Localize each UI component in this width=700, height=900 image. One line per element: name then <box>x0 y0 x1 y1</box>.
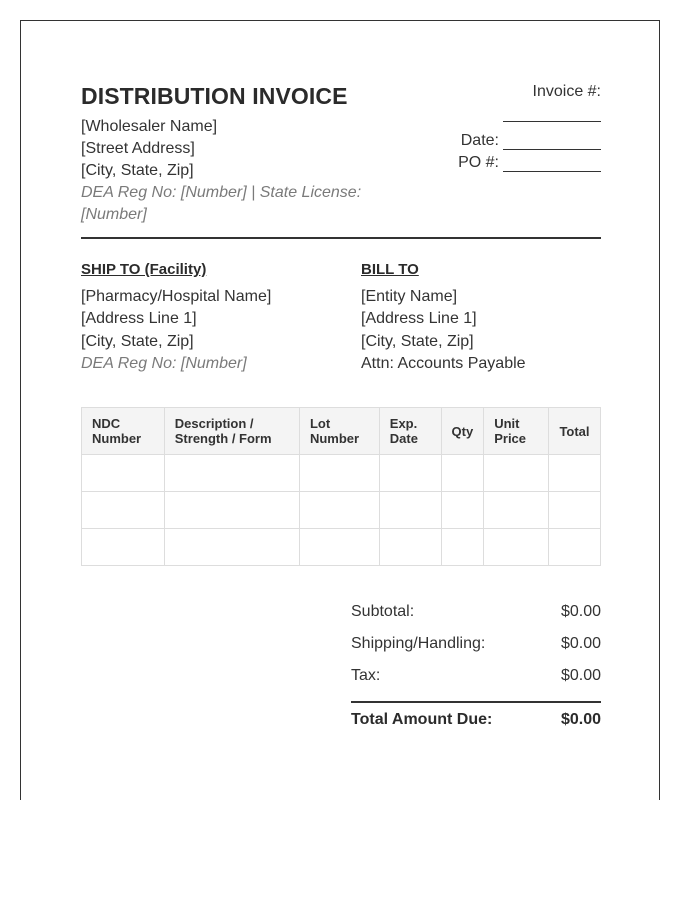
ship-to-heading: SHIP TO (Facility) <box>81 261 207 278</box>
shipping-row <box>351 633 601 665</box>
wholesaler-address-block <box>81 116 391 226</box>
col-header-exp <box>379 408 441 455</box>
table-cell[interactable] <box>299 455 379 492</box>
total-due-label: Total Amount Due: <box>351 711 493 728</box>
table-cell[interactable] <box>164 529 299 566</box>
col-header-lot <box>299 408 379 455</box>
col-header-ndc-line2: Number <box>92 431 142 446</box>
wholesaler-name: [Wholesaler Name] <box>81 118 218 135</box>
table-cell[interactable] <box>379 455 441 492</box>
table-cell[interactable] <box>484 455 549 492</box>
col-header-total: Total <box>548 408 600 455</box>
col-header-ndc <box>82 408 165 455</box>
table-cell[interactable] <box>82 455 165 492</box>
col-header-unit-price-line1: Unit <box>494 416 520 431</box>
table-row <box>82 455 601 492</box>
table-row <box>82 529 601 566</box>
invoice-title: DISTRIBUTION INVOICE <box>81 83 348 109</box>
table-cell[interactable] <box>299 492 379 529</box>
col-header-unit-price <box>484 408 549 455</box>
shipping-label: Shipping/Handling: <box>351 635 486 652</box>
col-header-description <box>164 408 299 455</box>
subtotal-label: Subtotal: <box>351 603 415 620</box>
table-cell[interactable] <box>379 492 441 529</box>
table-cell[interactable] <box>441 455 484 492</box>
wholesaler-city: [City, State, Zip] <box>81 162 194 179</box>
ship-to-block <box>81 259 351 376</box>
totals-divider <box>351 701 601 703</box>
table-cell[interactable] <box>548 529 600 566</box>
header-divider <box>81 237 601 239</box>
invoice-meta-block <box>458 81 601 172</box>
totals-block <box>351 601 601 741</box>
table-cell[interactable] <box>441 529 484 566</box>
col-header-description-line1: Description / <box>174 416 254 431</box>
tax-label: Tax: <box>351 667 381 684</box>
table-header-row <box>82 408 601 455</box>
invoice-number-row <box>458 81 601 103</box>
subtotal-value: $0.00 <box>560 603 601 620</box>
col-header-lot-line1: Lot <box>309 416 331 431</box>
line-items-table <box>81 407 601 566</box>
po-number-row <box>458 150 601 172</box>
col-header-qty: Qty <box>441 408 484 455</box>
bill-to-city: [City, State, Zip] <box>361 332 474 350</box>
invoice-date-row <box>458 128 601 150</box>
ship-to-dea: DEA Reg No: [Number] <box>81 355 247 372</box>
tax-value: $0.00 <box>560 667 601 684</box>
col-header-ndc-line1: NDC <box>92 416 121 431</box>
table-cell[interactable] <box>82 529 165 566</box>
invoice-date-label: Date: <box>460 132 499 149</box>
table-cell[interactable] <box>484 529 549 566</box>
col-header-lot-line2: Number <box>309 431 360 446</box>
table-cell[interactable] <box>164 492 299 529</box>
invoice-page <box>20 20 660 800</box>
bill-to-block <box>361 259 601 376</box>
ship-to-address: [Address Line 1] <box>81 310 197 327</box>
bill-to-name: [Entity Name] <box>361 287 458 305</box>
tax-row <box>351 665 601 697</box>
invoice-number-label: Invoice #: <box>532 83 601 100</box>
col-header-exp-line1: Exp. <box>389 416 418 431</box>
table-cell[interactable] <box>379 529 441 566</box>
ship-to-name: [Pharmacy/Hospital Name] <box>81 287 272 305</box>
bill-to-address: [Address Line 1] <box>361 310 477 327</box>
col-header-exp-line2: Date <box>389 431 418 446</box>
total-due-value: $0.00 <box>560 711 601 728</box>
table-cell[interactable] <box>82 492 165 529</box>
table-row <box>82 492 601 529</box>
wholesaler-dea-license: DEA Reg No: [Number] | State License: [Number] <box>81 184 362 223</box>
shipping-value: $0.00 <box>560 635 601 652</box>
table-cell[interactable] <box>299 529 379 566</box>
total-due-row <box>351 709 601 741</box>
invoice-number-field[interactable] <box>503 103 601 122</box>
wholesaler-street: [Street Address] <box>81 140 195 157</box>
col-header-unit-price-line2: Price <box>494 431 527 446</box>
table-cell[interactable] <box>164 455 299 492</box>
invoice-date-field[interactable] <box>503 133 601 150</box>
po-number-label: PO #: <box>458 154 499 171</box>
table-cell[interactable] <box>484 492 549 529</box>
bill-to-attn: Attn: Accounts Payable <box>361 355 526 372</box>
bill-to-heading: BILL TO <box>361 261 419 278</box>
subtotal-row <box>351 601 601 633</box>
table-cell[interactable] <box>548 455 600 492</box>
po-number-field[interactable] <box>503 155 601 172</box>
table-cell[interactable] <box>441 492 484 529</box>
ship-to-city: [City, State, Zip] <box>81 332 194 350</box>
col-header-description-line2: Strength / Form <box>174 431 272 446</box>
table-cell[interactable] <box>548 492 600 529</box>
